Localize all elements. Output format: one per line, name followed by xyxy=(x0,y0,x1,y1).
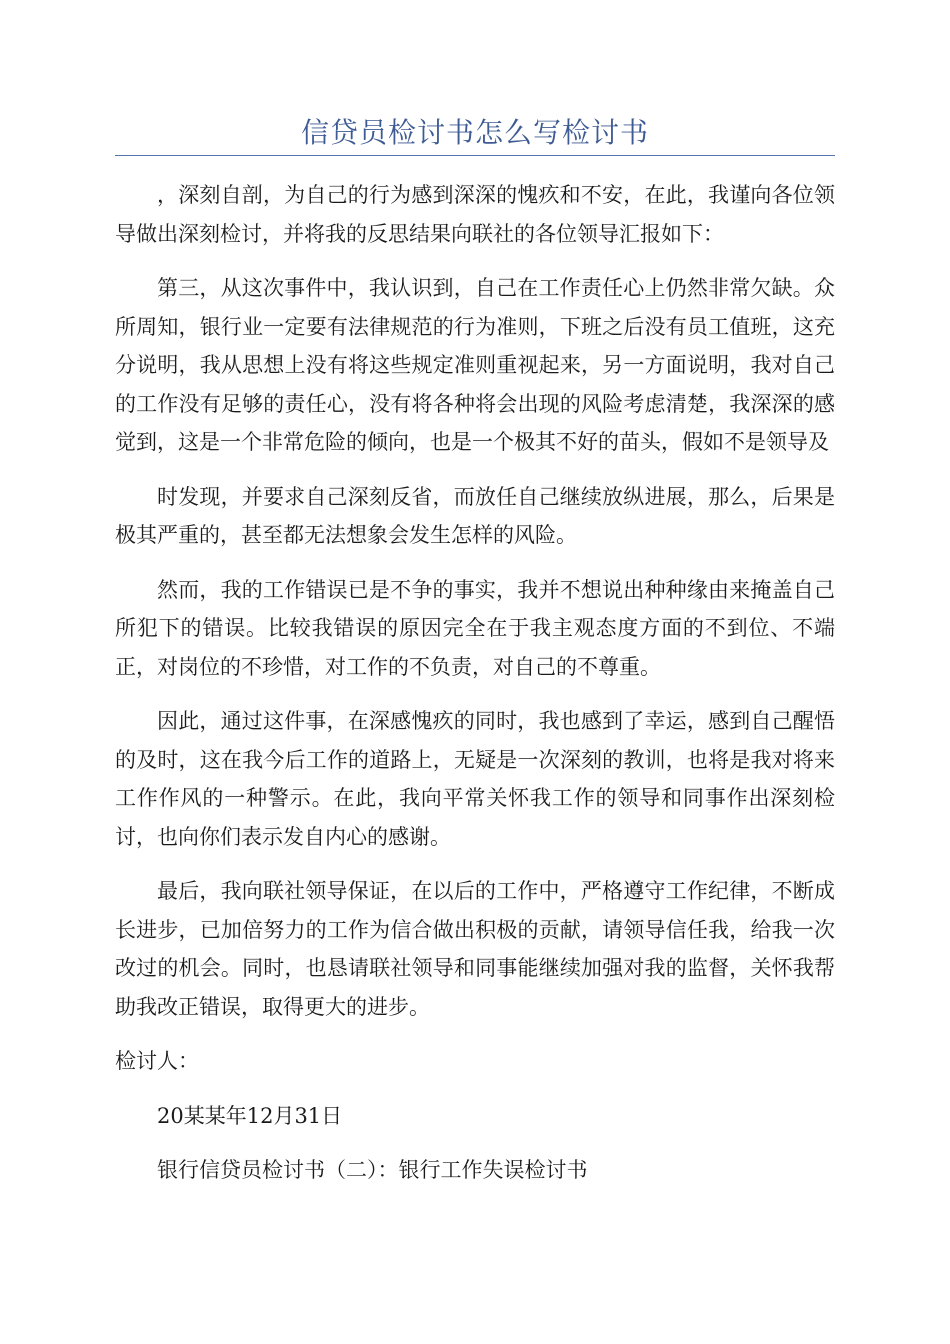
document-body xyxy=(115,176,835,1190)
paragraph-4: 然而，我的工作错误已是不争的事实，我并不想说出种种缘由来掩盖自己所犯下的错误。比较我错误的原因完全在于我主观态度方面的不到位、不端正，对岗位的不珍惜，对工作的不负责，对自己的不尊重。 xyxy=(115,577,835,679)
next-section-title: 银行信贷员检讨书（二）：银行工作失误检讨书 xyxy=(157,1158,588,1182)
paragraph-5: 因此，通过这件事，在深感愧疚的同时，我也感到了幸运，感到自己醒悟的及时，这在我今后工作的道路上，无疑是一次深刻的教训，也将是我对将来工作作风的一种警示。在此，我向平常关怀我工作的领导和同事作出深刻检讨，也向你们表示发自内心的感谢。 xyxy=(115,709,835,849)
paragraph-2: 第三，从这次事件中，我认识到，自己在工作责任心上仍然非常欠缺。众所周知，银行业一定要有法律规范的行为准则，下班之后没有员工值班，这充分说明，我从思想上没有将这些规定准则重视起来，另一方面说明，我对自己的工作没有足够的责任心，没有将各种将会出现的风险考虑清楚，我深深的感觉到，这是一个非常危险的倾向，也是一个极其不好的苗头，假如不是领导及 xyxy=(115,276,835,454)
document-title: 信贷员检讨书怎么写检讨书 xyxy=(300,116,649,149)
signature-label: 检讨人： xyxy=(115,1049,199,1073)
paragraph-3: 时发现，并要求自己深刻反省，而放任自己继续放纵进展，那么，后果是极其严重的，甚至都无法想象会发生怎样的风险。 xyxy=(115,484,835,547)
paragraph-6: 最后，我向联社领导保证，在以后的工作中，严格遵守工作纪律，不断成长进步，已加倍努力的工作为信合做出积极的贡献，请领导信任我，给我一次改过的机会。同时，也恳请联社领导和同事能继续加强对我的监督，关怀我帮助我改正错误，取得更大的进步。 xyxy=(115,879,835,1019)
title-underline xyxy=(115,155,835,156)
date-line: 20某某年12月31日 xyxy=(157,1103,343,1128)
paragraph-1: ，深刻自剖，为自己的行为感到深深的愧疚和不安，在此，我谨向各位领导做出深刻检讨，并将我的反思结果向联社的各位领导汇报如下： xyxy=(115,183,835,246)
